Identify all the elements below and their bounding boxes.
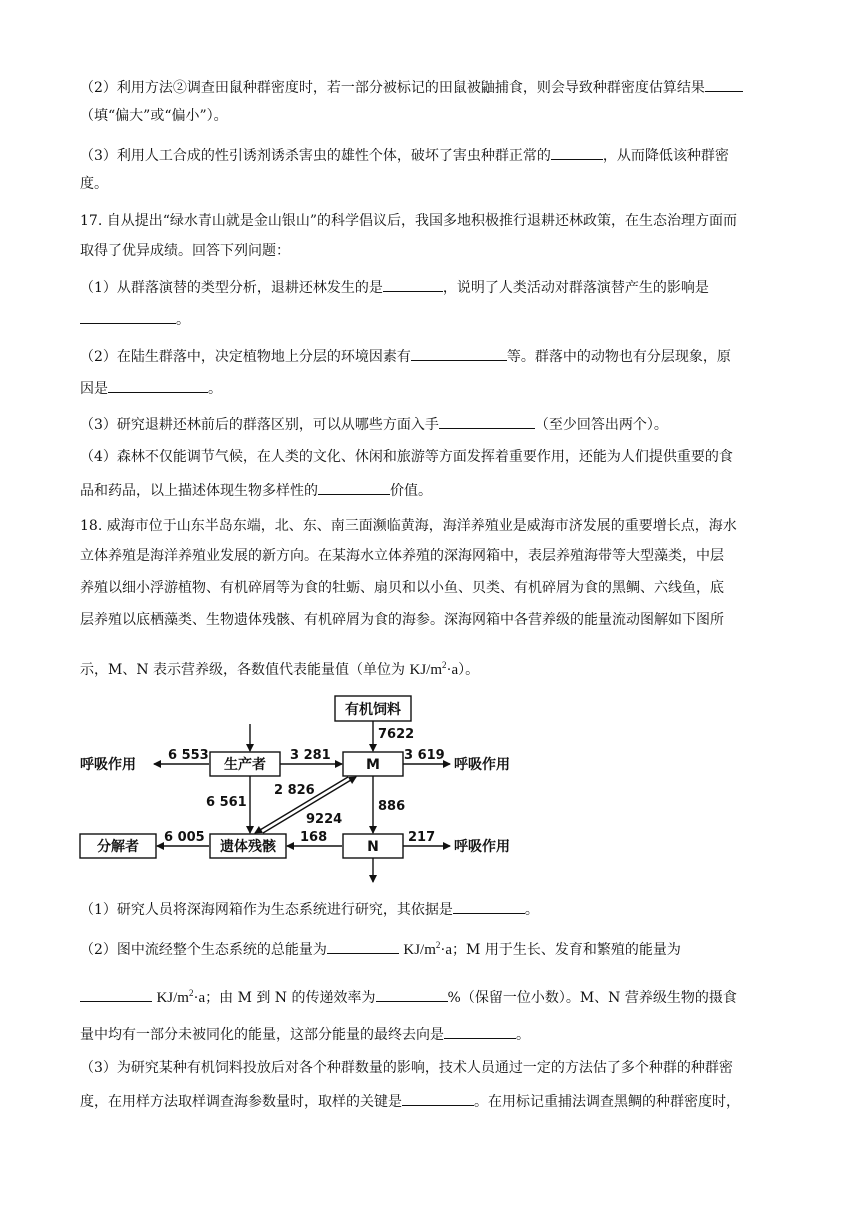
value-producer-remains: 6 561 — [206, 795, 247, 810]
answer-blank[interactable] — [318, 479, 390, 495]
q17-part3-line: （3）研究退耕还林前后的群落区别，可以从哪些方面入手 （至少回答出两个）。 — [80, 413, 800, 435]
value-remains-m: 9224 — [306, 812, 343, 827]
q16-part2-line2: （填“偏大”或“偏小”）。 — [80, 108, 228, 124]
q18-part3-line2: 度，在用样方法取样调查海参数量时，取样的关键是 。在用标记重捕法调查黑鲷的种群密度时， — [80, 1090, 800, 1112]
q18-part3-line1: （3）为研究某种有机饲料投放后对各个种群数量的影响，技术人员通过一定的方法估了多个种群的种群密 — [80, 1060, 733, 1076]
resp-m-label: 呼吸作用 — [454, 757, 510, 773]
answer-blank[interactable] — [439, 413, 535, 429]
q18-part2-line2: $KJ/m^2\cdot a$；由 M 到 N 的传递效率为 %（保留一位小数）。M、N 营养级生物的摄食 — [80, 983, 800, 1008]
producer-label: 生产者 — [224, 757, 266, 773]
q17-part1-line1: （1）从群落演替的类型分析，退耕还林发生的是 ，说明了人类活动对群落演替产生的影响是 — [80, 276, 800, 298]
value-remains-decomposer: 6 005 — [164, 830, 205, 845]
answer-blank[interactable] — [453, 898, 525, 914]
q18-intro-line3: 养殖以细小浮游植物、有机碎屑等为食的牡蛎、扇贝和以小鱼、贝类、有机碎屑为食的黑鲷、六线鱼，底 — [80, 580, 724, 596]
resp-n-label: 呼吸作用 — [454, 839, 510, 855]
q17-part4-line2: 品和药品，以上描述体现生物多样性的 价值。 — [80, 479, 800, 501]
answer-blank[interactable] — [402, 1090, 474, 1106]
q18-intro-line5: 示，M、N 表示营养级，各数值代表能量值（单位为 $KJ/m^2\cdot a$）。 — [80, 660, 480, 678]
resp-left-label: 呼吸作用 — [80, 757, 136, 773]
unit-label: $KJ/m^2\cdot a$ — [403, 940, 453, 958]
unit-label: $KJ/m^2\cdot a$ — [409, 660, 459, 678]
q18-part1-line: （1）研究人员将深海网箱作为生态系统进行研究，其依据是 。 — [80, 898, 800, 920]
value-n-remains: 168 — [300, 830, 328, 845]
answer-blank[interactable] — [80, 986, 152, 1002]
q18-intro-line1: 18. 威海市位于山东半岛东端，北、东、南三面濒临黄海，海洋养殖业是威海市济发展的重要增长点，海水 — [80, 518, 737, 534]
answer-blank[interactable] — [376, 986, 448, 1002]
energy-flow-diagram — [78, 690, 528, 890]
q17-part4-line1: （4）森林不仅能调节气候，在人类的文化、休闲和旅游等方面发挥着重要作用，还能为人们提供重要的食 — [80, 449, 733, 465]
q16-part3-line1: （3）利用人工合成的性引诱剂诱杀害虫的雄性个体，破坏了害虫种群正常的 ，从而降低该种群密 — [80, 144, 800, 166]
value-n-resp: 217 — [408, 830, 436, 845]
feed-label: 有机饲料 — [345, 702, 401, 718]
answer-blank[interactable] — [80, 308, 176, 324]
remains-label: 遗体残骸 — [220, 839, 276, 855]
answer-blank[interactable] — [705, 76, 743, 92]
answer-blank[interactable] — [108, 377, 208, 393]
q17-part1-line2: 。 — [80, 308, 800, 330]
value-m-remains: 2 826 — [274, 783, 315, 798]
unit-label: $KJ/m^2\cdot a$ — [156, 988, 206, 1006]
q17-part2-line1: （2）在陆生群落中，决定植物地上分层的环境因素有 等。群落中的动物也有分层现象，原 — [80, 345, 800, 367]
decomposer-label: 分解者 — [97, 839, 139, 855]
answer-blank[interactable] — [411, 345, 507, 361]
q17-intro-line2: 取得了优异成绩。回答下列问题： — [80, 243, 290, 259]
q18-part2-line1: （2）图中流经整个生态系统的总能量为 $KJ/m^2\cdot a$；M 用于生长、发育和繁殖的能量为 — [80, 940, 681, 958]
q17-intro-line1: 17. 自从提出“绿水青山就是金山银山”的科学倡议后，我国多地积极推行退耕还林政策，在生态治理方面而 — [80, 213, 738, 229]
value-feed-m: 7622 — [378, 727, 415, 742]
answer-blank[interactable] — [551, 144, 603, 160]
value-m-resp: 3 619 — [404, 748, 445, 763]
m-label: M — [366, 757, 380, 773]
q18-intro-line4: 层养殖以底栖藻类、生物遗体残骸、有机碎屑为食的海参。深海网箱中各营养级的能量流动图解如下图所 — [80, 612, 724, 628]
value-producer-resp: 6 553 — [168, 748, 209, 763]
value-m-n: 886 — [378, 799, 406, 814]
n-label: N — [367, 839, 379, 855]
q18-intro-line2: 立体养殖是海洋养殖业发展的新方向。在某海水立体养殖的深海网箱中，表层养殖海带等大型藻类，中层 — [80, 548, 724, 564]
value-producer-m: 3 281 — [290, 748, 331, 763]
answer-blank[interactable] — [383, 276, 443, 292]
q17-part2-line2: 因是 。 — [80, 377, 800, 399]
answer-blank[interactable] — [444, 1023, 516, 1039]
q16-part3-line2: 度。 — [80, 176, 108, 192]
answer-blank[interactable] — [327, 938, 399, 954]
q16-part2-line1: （2）利用方法②调查田鼠种群密度时，若一部分被标记的田鼠被鼬捕食，则会导致种群密度估算结果 — [80, 76, 800, 98]
q18-part2-line3: 量中均有一部分未被同化的能量，这部分能量的最终去向是 。 — [80, 1023, 800, 1045]
